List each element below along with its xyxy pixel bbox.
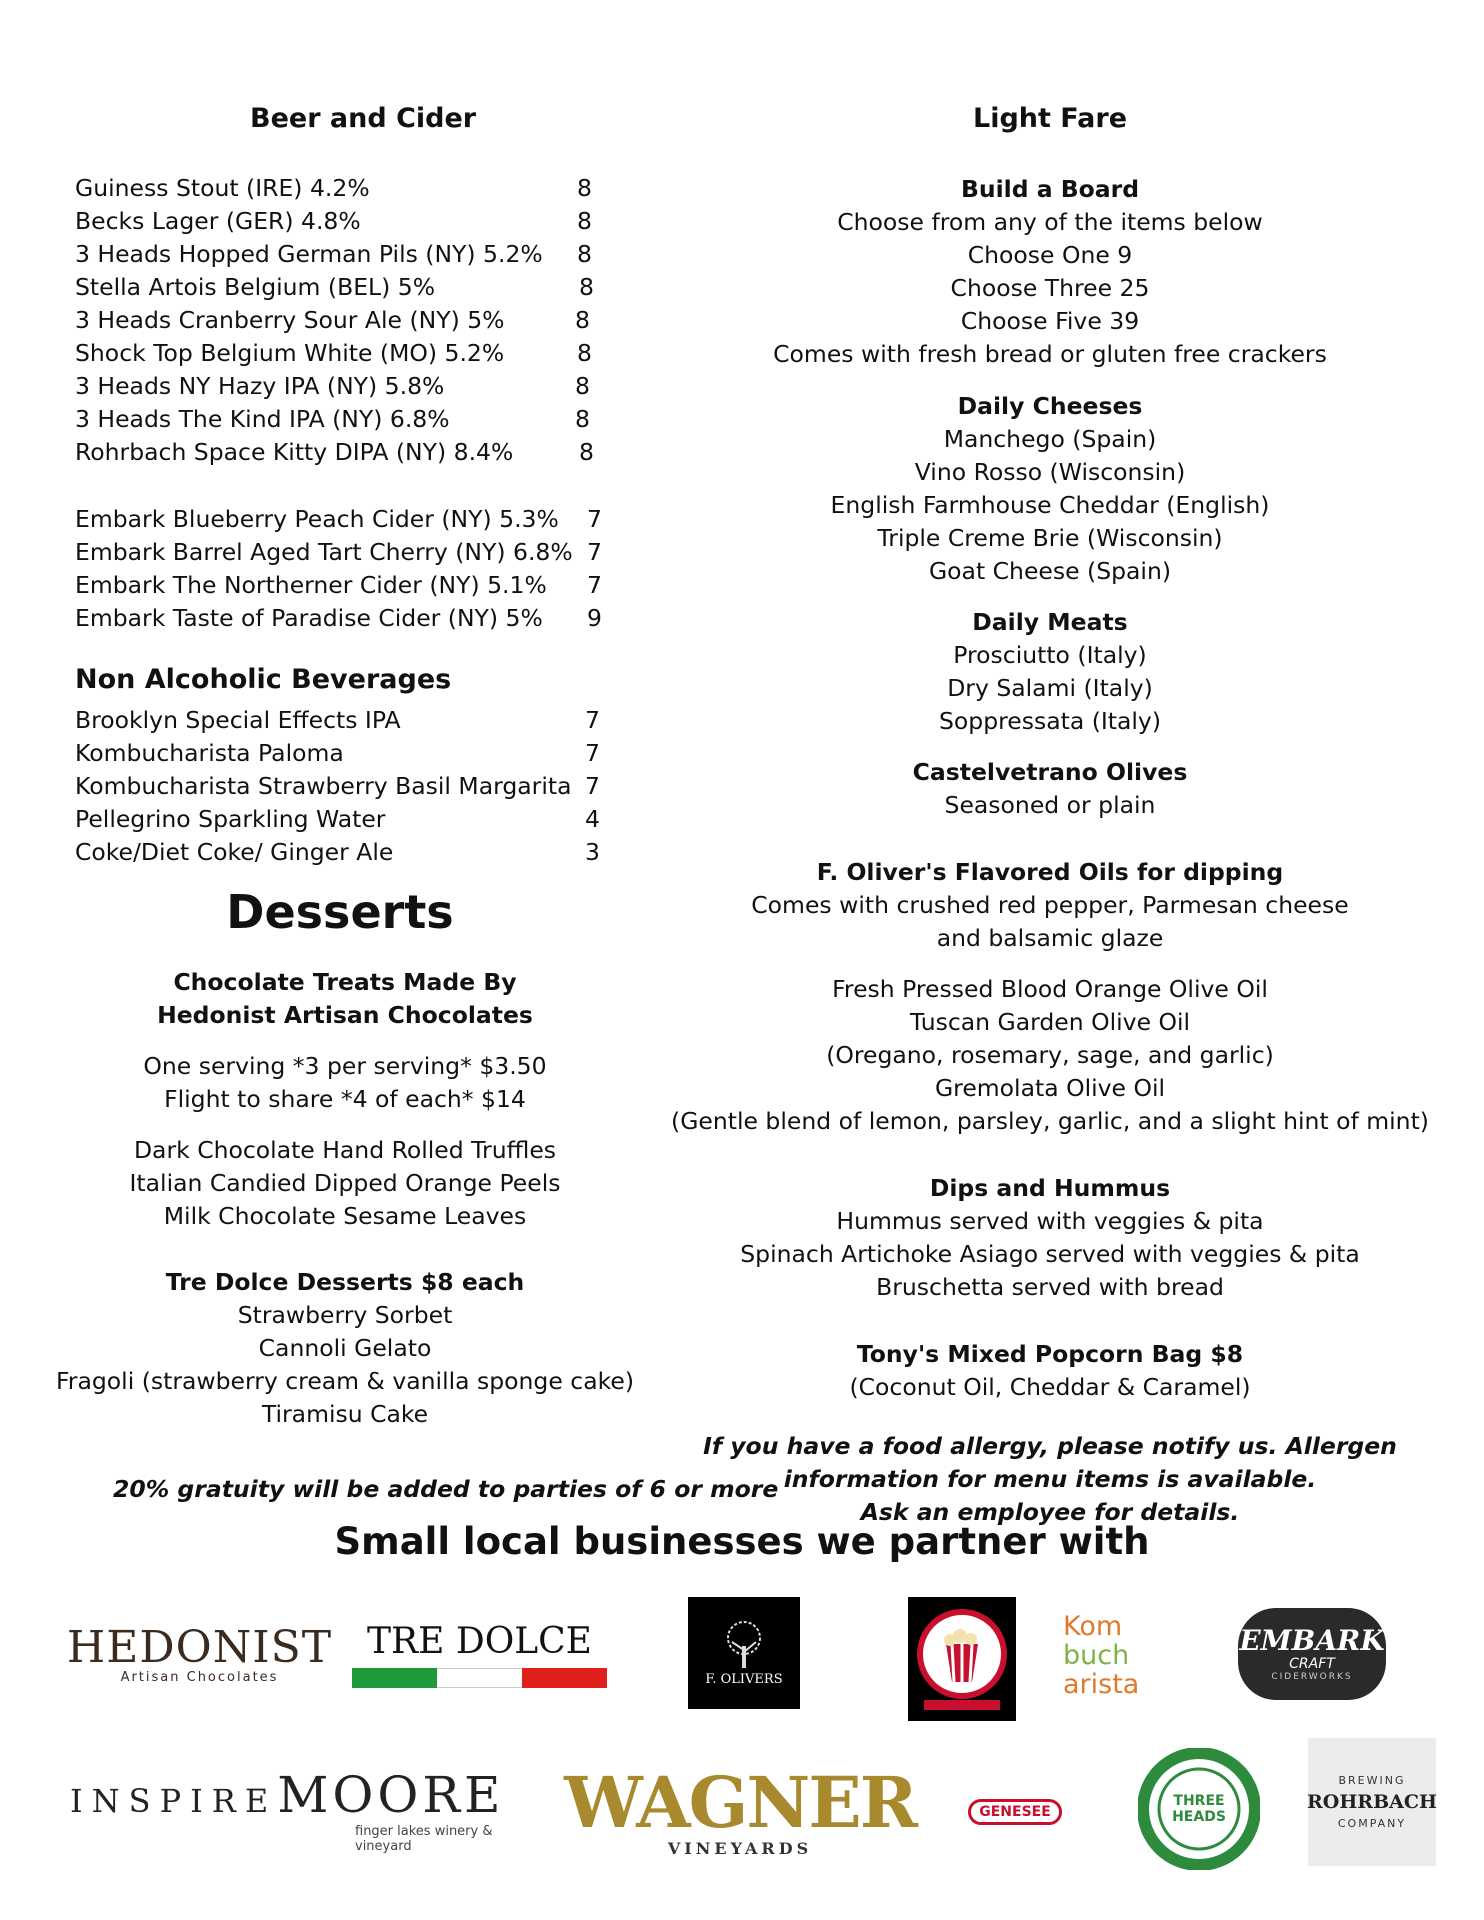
kombucharista-logo xyxy=(1063,1608,1153,1703)
italian-flag-bar xyxy=(352,1668,607,1688)
embark-sub2: CIDERWORKS xyxy=(1271,1672,1353,1682)
oil-item: (Oregano, rosemary, sage, and garlic) xyxy=(826,1041,1274,1069)
item-price: 9 xyxy=(587,604,602,632)
daily-cheeses xyxy=(620,390,1480,588)
item-price: 8 xyxy=(575,372,590,400)
tre-dolce-item: Tiramisu Cake xyxy=(261,1400,429,1428)
f-olivers-name: F. OLIVERS xyxy=(705,1671,783,1687)
allergy-line: If you have a food allergy, please notify us. Allergen xyxy=(703,1432,1397,1460)
popcorn-item: (Coconut Oil, Cheddar & Caramel) xyxy=(849,1373,1251,1401)
flag-red xyxy=(522,1668,607,1688)
moore-text: MOORE xyxy=(277,1766,505,1824)
item-name: Shock Top Belgium White (MO) 5.2% xyxy=(75,339,505,367)
beer-section-title: Beer and Cider xyxy=(250,103,477,134)
light-fare-title: Light Fare xyxy=(972,103,1128,134)
flag-white xyxy=(437,1668,522,1688)
hedonist-name: HEDONIST xyxy=(66,1622,333,1673)
popcorn-logo xyxy=(908,1597,1016,1721)
popcorn-icon xyxy=(914,1604,1010,1714)
item-name: Guiness Stout (IRE) 4.2% xyxy=(75,174,370,202)
desserts-title: Desserts xyxy=(226,885,454,939)
item-name: Embark The Northerner Cider (NY) 5.1% xyxy=(75,571,547,599)
allergy-notice xyxy=(620,1430,1480,1529)
item-price: 7 xyxy=(587,505,602,533)
oil-item: Gremolata Olive Oil xyxy=(934,1074,1166,1102)
item-price: 7 xyxy=(585,706,600,734)
dips-heading: Dips and Hummus xyxy=(929,1174,1171,1202)
meats-heading: Daily Meats xyxy=(972,608,1128,636)
item-name: 3 Heads Hopped German Pils (NY) 5.2% xyxy=(75,240,543,268)
wagner-name: WAGNER xyxy=(564,1761,916,1844)
three-heads-logo xyxy=(1138,1748,1260,1870)
item-price: 4 xyxy=(585,805,600,833)
board-line: Comes with fresh bread or gluten free crackers xyxy=(773,340,1327,368)
item-price: 8 xyxy=(577,240,592,268)
board-line: Choose from any of the items below xyxy=(837,208,1263,236)
tre-dolce-item: Cannoli Gelato xyxy=(258,1334,432,1362)
cheese-item: Manchego (Spain) xyxy=(943,425,1157,453)
item-name: Pellegrino Sparkling Water xyxy=(75,805,386,833)
item-price: 8 xyxy=(577,207,592,235)
allergy-line: information for menu items is available. xyxy=(783,1465,1317,1493)
item-name: Kombucharista Strawberry Basil Margarita xyxy=(75,772,572,800)
rohrbach-top: BREWING xyxy=(1338,1774,1406,1787)
chocolate-item: Milk Chocolate Sesame Leaves xyxy=(163,1202,527,1230)
chocolate-heading-line: Chocolate Treats Made By xyxy=(173,968,517,996)
olives-heading: Castelvetrano Olives xyxy=(912,758,1188,786)
chocolate-list xyxy=(20,1134,670,1233)
item-name: Stella Artois Belgium (BEL) 5% xyxy=(75,273,436,301)
dip-item: Spinach Artichoke Asiago served with veggies & pita xyxy=(740,1240,1360,1268)
rohrbach-name: ROHRBACH xyxy=(1307,1791,1437,1813)
embark-sub: CRAFT xyxy=(1289,1656,1335,1672)
servings xyxy=(20,1050,670,1116)
item-name: 3 Heads Cranberry Sour Ale (NY) 5% xyxy=(75,306,505,334)
meat-item: Dry Salami (Italy) xyxy=(947,674,1153,702)
kombu-line: Kom xyxy=(1063,1611,1123,1642)
olives xyxy=(620,756,1480,822)
flavored-oils xyxy=(620,856,1480,955)
dips-and-hummus xyxy=(620,1172,1480,1304)
oil-item: (Gentle blend of lemon, parsley, garlic, and a slight hint of mint) xyxy=(671,1107,1429,1135)
item-price: 7 xyxy=(585,739,600,767)
partners-title: Small local businesses we partner with xyxy=(334,1520,1150,1563)
f-olivers-logo xyxy=(688,1597,800,1709)
item-name: Embark Blueberry Peach Cider (NY) 5.3% xyxy=(75,505,559,533)
popcorn-heading: Tony's Mixed Popcorn Bag $8 xyxy=(856,1340,1244,1368)
serving-line: Flight to share *4 of each* $14 xyxy=(164,1085,526,1113)
item-price: 3 xyxy=(585,838,600,866)
wagner-logo xyxy=(560,1760,920,1865)
item-price: 8 xyxy=(577,339,592,367)
item-price: 8 xyxy=(577,174,592,202)
item-price: 7 xyxy=(585,772,600,800)
tre-dolce-item: Strawberry Sorbet xyxy=(237,1301,453,1329)
oils-sub-line: and balsamic glaze xyxy=(936,924,1164,952)
chocolate-heading xyxy=(20,966,670,1032)
item-name: Rohrbach Space Kitty DIPA (NY) 8.4% xyxy=(75,438,514,466)
serving-line: One serving *3 per serving* $3.50 xyxy=(143,1052,547,1080)
tre-dolce-logo xyxy=(352,1615,607,1695)
oil-item: Tuscan Garden Olive Oil xyxy=(909,1008,1191,1036)
item-name: Brooklyn Special Effects IPA xyxy=(75,706,401,734)
popcorn xyxy=(620,1338,1480,1404)
tre-dolce-heading: Tre Dolce Desserts $8 each xyxy=(165,1268,525,1296)
kombu-line: arista xyxy=(1063,1669,1140,1700)
non-alcoholic-title: Non Alcoholic Beverages xyxy=(75,664,452,695)
oils-heading: F. Oliver's Flavored Oils for dipping xyxy=(816,858,1284,886)
inspire-moore-logo xyxy=(70,1766,530,1854)
item-name: Embark Taste of Paradise Cider (NY) 5% xyxy=(75,604,543,632)
board-heading: Build a Board xyxy=(960,175,1140,203)
embark-logo xyxy=(1238,1608,1386,1700)
chocolate-heading-line: Hedonist Artisan Chocolates xyxy=(157,1001,533,1029)
item-name: Kombucharista Paloma xyxy=(75,739,344,767)
tre-dolce-desserts xyxy=(20,1266,670,1431)
item-price: 7 xyxy=(587,571,602,599)
olive-tree-icon xyxy=(714,1620,774,1672)
board-line: Choose Three 25 xyxy=(950,274,1150,302)
three-heads-name: THREE HEADS xyxy=(1172,1793,1226,1825)
tre-dolce-item: Fragoli (strawberry cream & vanilla sponge cake) xyxy=(56,1367,634,1395)
item-price: 8 xyxy=(579,273,594,301)
dip-item: Bruschetta served with bread xyxy=(876,1273,1224,1301)
build-a-board xyxy=(620,173,1480,371)
tre-dolce-name: TRE DOLCE xyxy=(367,1621,592,1662)
cheese-item: English Farmhouse Cheddar (English) xyxy=(830,491,1270,519)
inspire-text: INSPIRE xyxy=(70,1782,278,1820)
olives-item: Seasoned or plain xyxy=(944,791,1156,819)
cheese-item: Goat Cheese (Spain) xyxy=(928,557,1172,585)
item-name: Becks Lager (GER) 4.8% xyxy=(75,207,361,235)
flag-green xyxy=(352,1668,437,1688)
board-line: Choose One 9 xyxy=(967,241,1133,269)
rohrbach-logo xyxy=(1308,1738,1436,1866)
item-name: 3 Heads The Kind IPA (NY) 6.8% xyxy=(75,405,450,433)
rohrbach-bottom: COMPANY xyxy=(1337,1817,1407,1830)
board-line: Choose Five 39 xyxy=(960,307,1140,335)
item-name: Embark Barrel Aged Tart Cherry (NY) 6.8% xyxy=(75,538,573,566)
cheese-item: Triple Creme Brie (Wisconsin) xyxy=(877,524,1223,552)
oils-list xyxy=(620,973,1480,1138)
item-price: 8 xyxy=(575,306,590,334)
item-price: 8 xyxy=(579,438,594,466)
embark-name: EMBARK xyxy=(1239,1624,1385,1657)
cheese-item: Vino Rosso (Wisconsin) xyxy=(914,458,1186,486)
hedonist-sub: Artisan Chocolates xyxy=(120,1670,279,1685)
item-name: 3 Heads NY Hazy IPA (NY) 5.8% xyxy=(75,372,445,400)
chocolate-item: Italian Candied Dipped Orange Peels xyxy=(129,1169,561,1197)
item-price: 8 xyxy=(575,405,590,433)
inspire-moore-sub: finger lakes winery & vineyard xyxy=(355,1824,493,1854)
cheeses-heading: Daily Cheeses xyxy=(957,392,1143,420)
daily-meats xyxy=(620,606,1480,738)
genesee-name: GENESEE xyxy=(968,1799,1062,1825)
gratuity-note: 20% gratuity will be added to parties of 6 or more xyxy=(113,1475,779,1503)
allergy-line: Ask an employee for details. xyxy=(860,1498,1240,1526)
item-price: 7 xyxy=(587,538,602,566)
chocolate-item: Dark Chocolate Hand Rolled Truffles xyxy=(133,1136,557,1164)
genesee-logo xyxy=(972,1792,1058,1832)
kombu-line: buch xyxy=(1063,1640,1130,1671)
meat-item: Soppressata (Italy) xyxy=(938,707,1162,735)
dip-item: Hummus served with veggies & pita xyxy=(836,1207,1264,1235)
meat-item: Prosciutto (Italy) xyxy=(953,641,1147,669)
hedonist-logo xyxy=(66,1608,333,1703)
wagner-sub: VINEYARDS xyxy=(667,1839,813,1858)
item-name: Coke/Diet Coke/ Ginger Ale xyxy=(75,838,394,866)
oils-sub-line: Comes with crushed red pepper, Parmesan cheese xyxy=(751,891,1349,919)
oil-item: Fresh Pressed Blood Orange Olive Oil xyxy=(832,975,1268,1003)
